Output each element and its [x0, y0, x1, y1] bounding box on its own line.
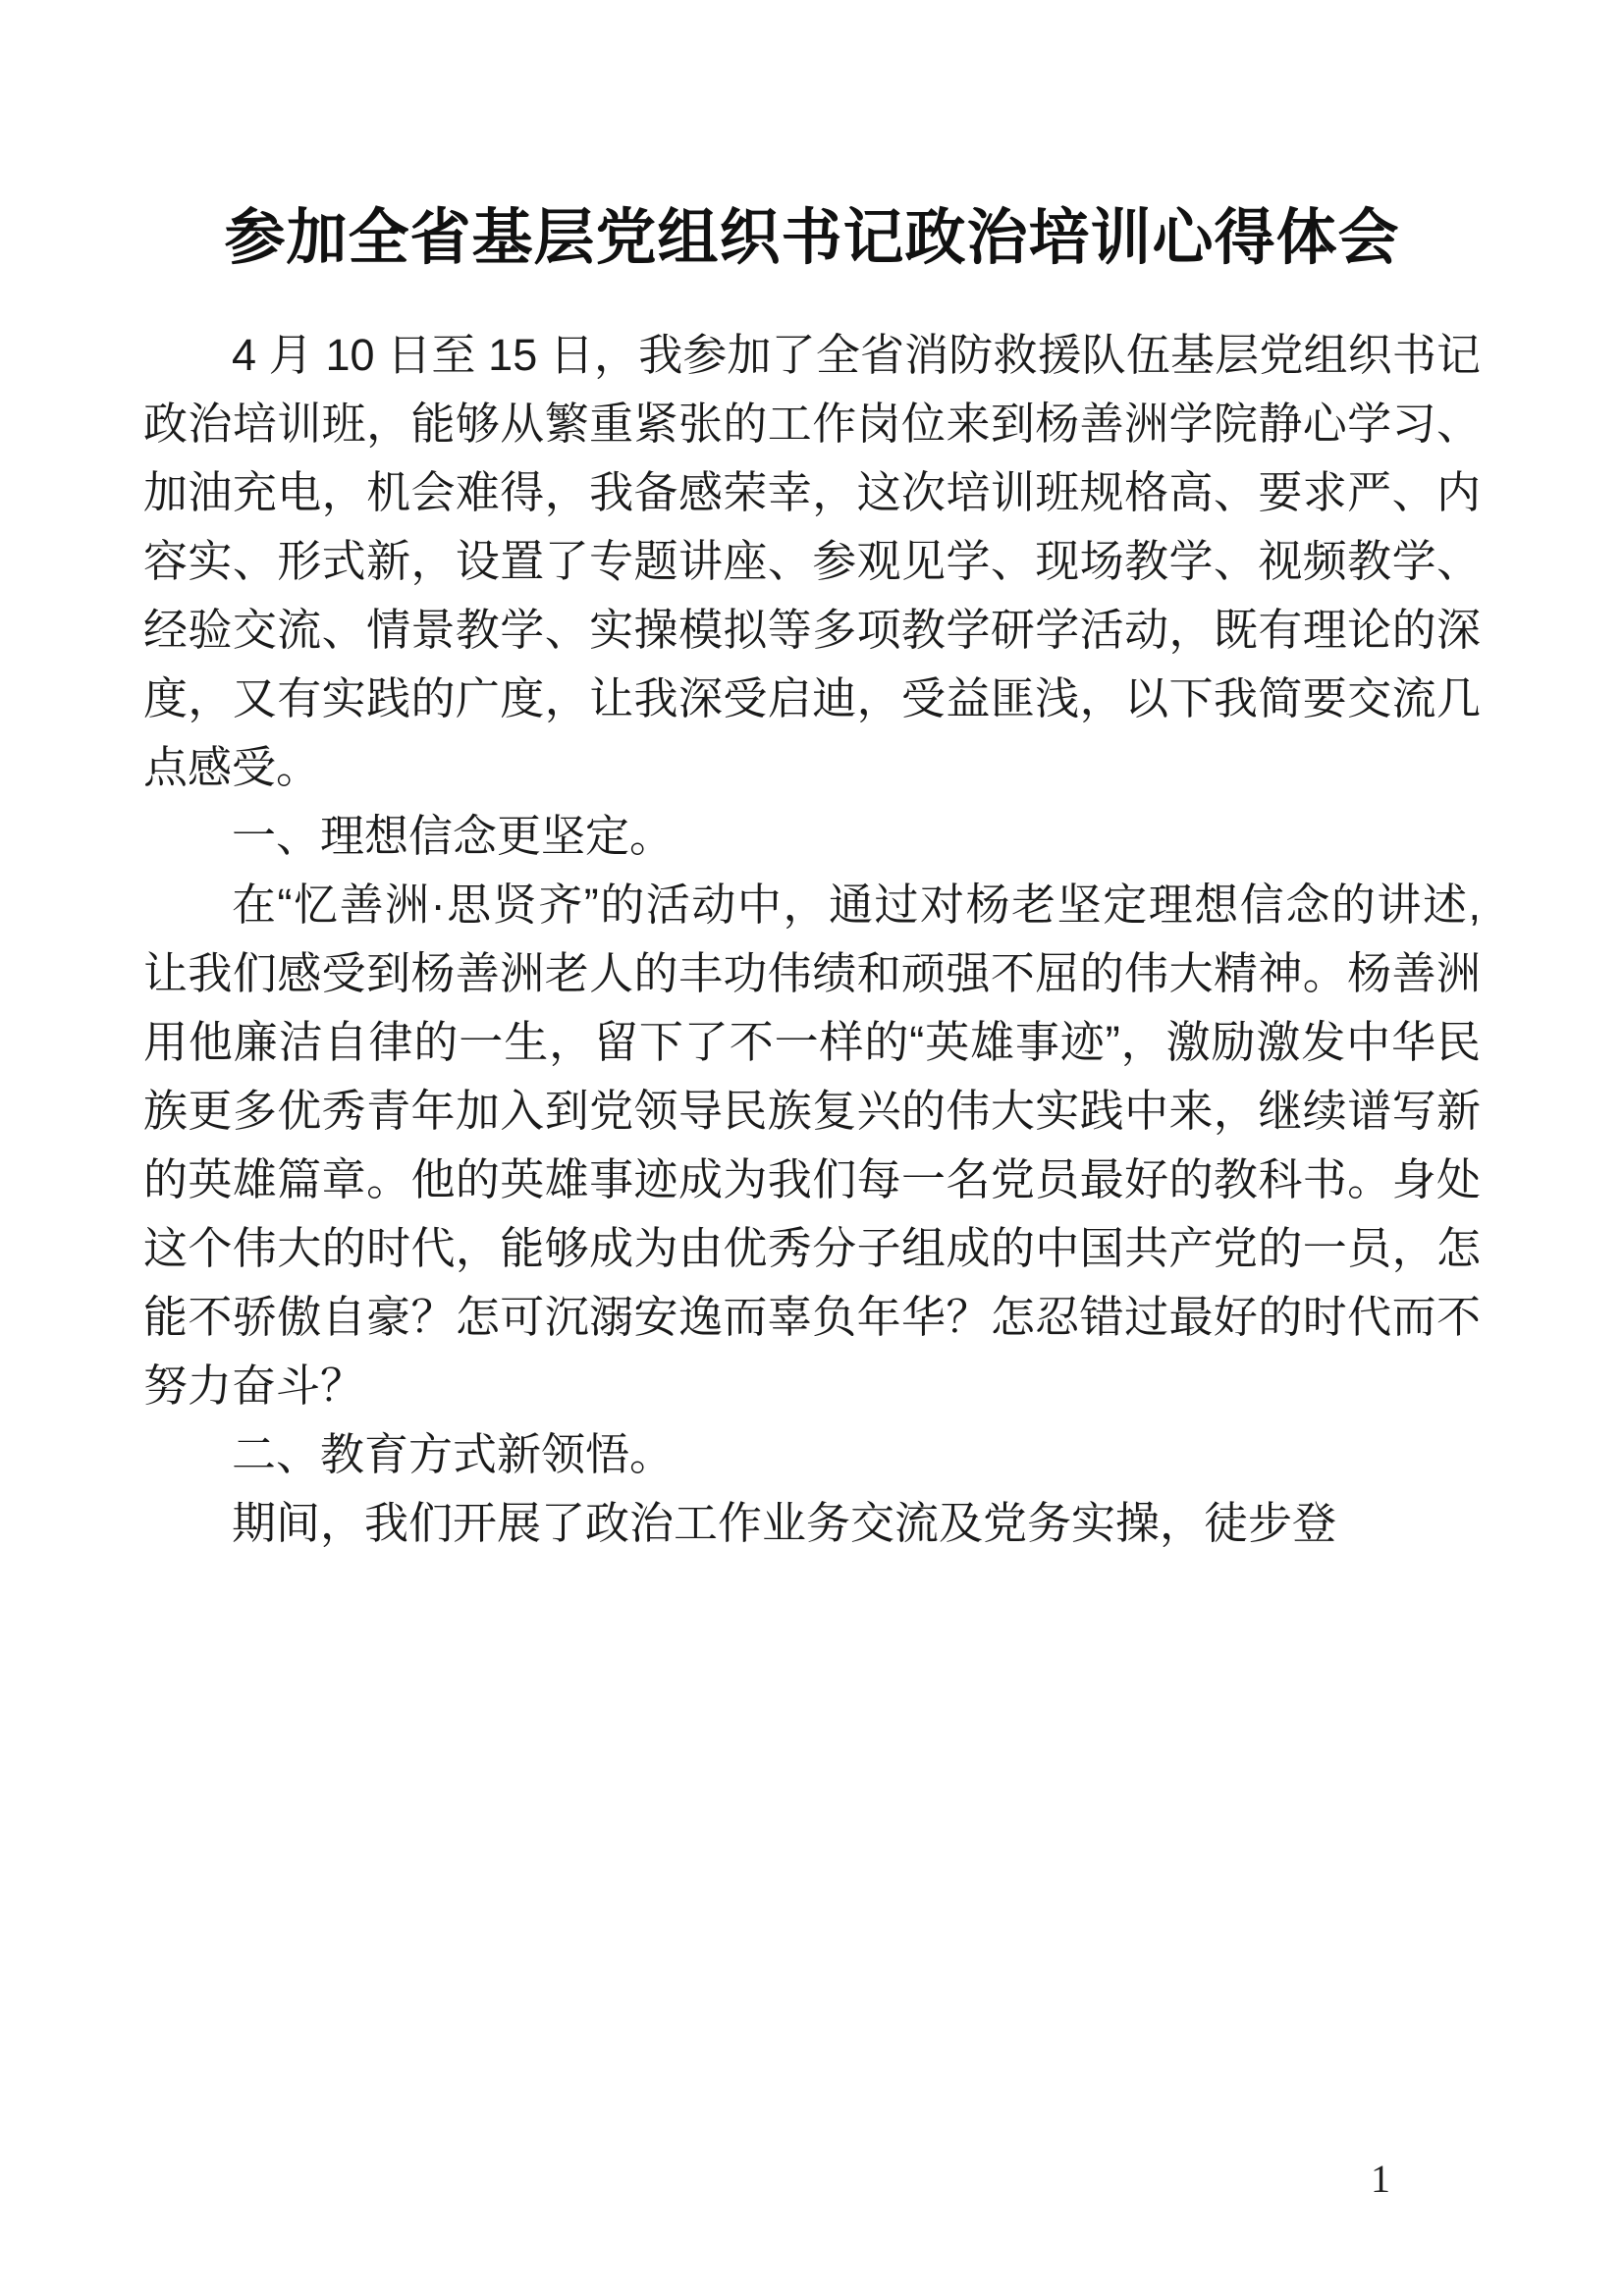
paragraph: 期间，我们开展了政治工作业务交流及党务实操，徒步登: [232, 1498, 1337, 1548]
document-title: 参加全省基层党组织书记政治培训心得体会: [224, 204, 1400, 272]
paragraph: 4 月 10 日至 15 日，我参加了全省消防救援队伍基层党组织书记政治培训班，能够从繁重紧张的工作岗位来到杨善洲学院静心学习、加油充电，机会难得，我备感荣幸，这次培训班规格高、要求严、内容实、形式新，设置了专题讲座、参观见学、现场教学、视频教学、经验交流、情景教学、实操模拟等多项教学研学活动，既有理论的深度，又有实践的广度，让我深受启迪，受益匪浅，以下我简要交流几点感受。: [143, 330, 1481, 792]
paragraph: 在“忆善洲·思贤齐”的活动中，通过对杨老坚定理想信念的讲述,让我们感受到杨善洲老人的丰功伟绩和顽强不屈的伟大精神。杨善洲用他廉洁自律的一生，留下了不一样的“英雄事迹”，激励激发中华民族更多优秀青年加入到党领导民族复兴的伟大实践中来，继续谱写新的英雄篇章。他的英雄事迹成为我们每一名党员最好的教科书。身处这个伟大的时代，能够成为由优秀分子组成的中国共产党的一员，怎能不骄傲自豪？怎可沉溺安逸而辜负年华？怎忍错过最好的时代而不努力奋斗？: [143, 880, 1481, 1411]
page-number: 1: [1371, 2157, 1390, 2201]
document-body: [143, 321, 1481, 1558]
document-content: [143, 188, 1481, 1558]
paragraph: 二、教育方式新领悟。: [232, 1429, 675, 1479]
paragraph: 一、理想信念更坚定。: [232, 811, 675, 861]
